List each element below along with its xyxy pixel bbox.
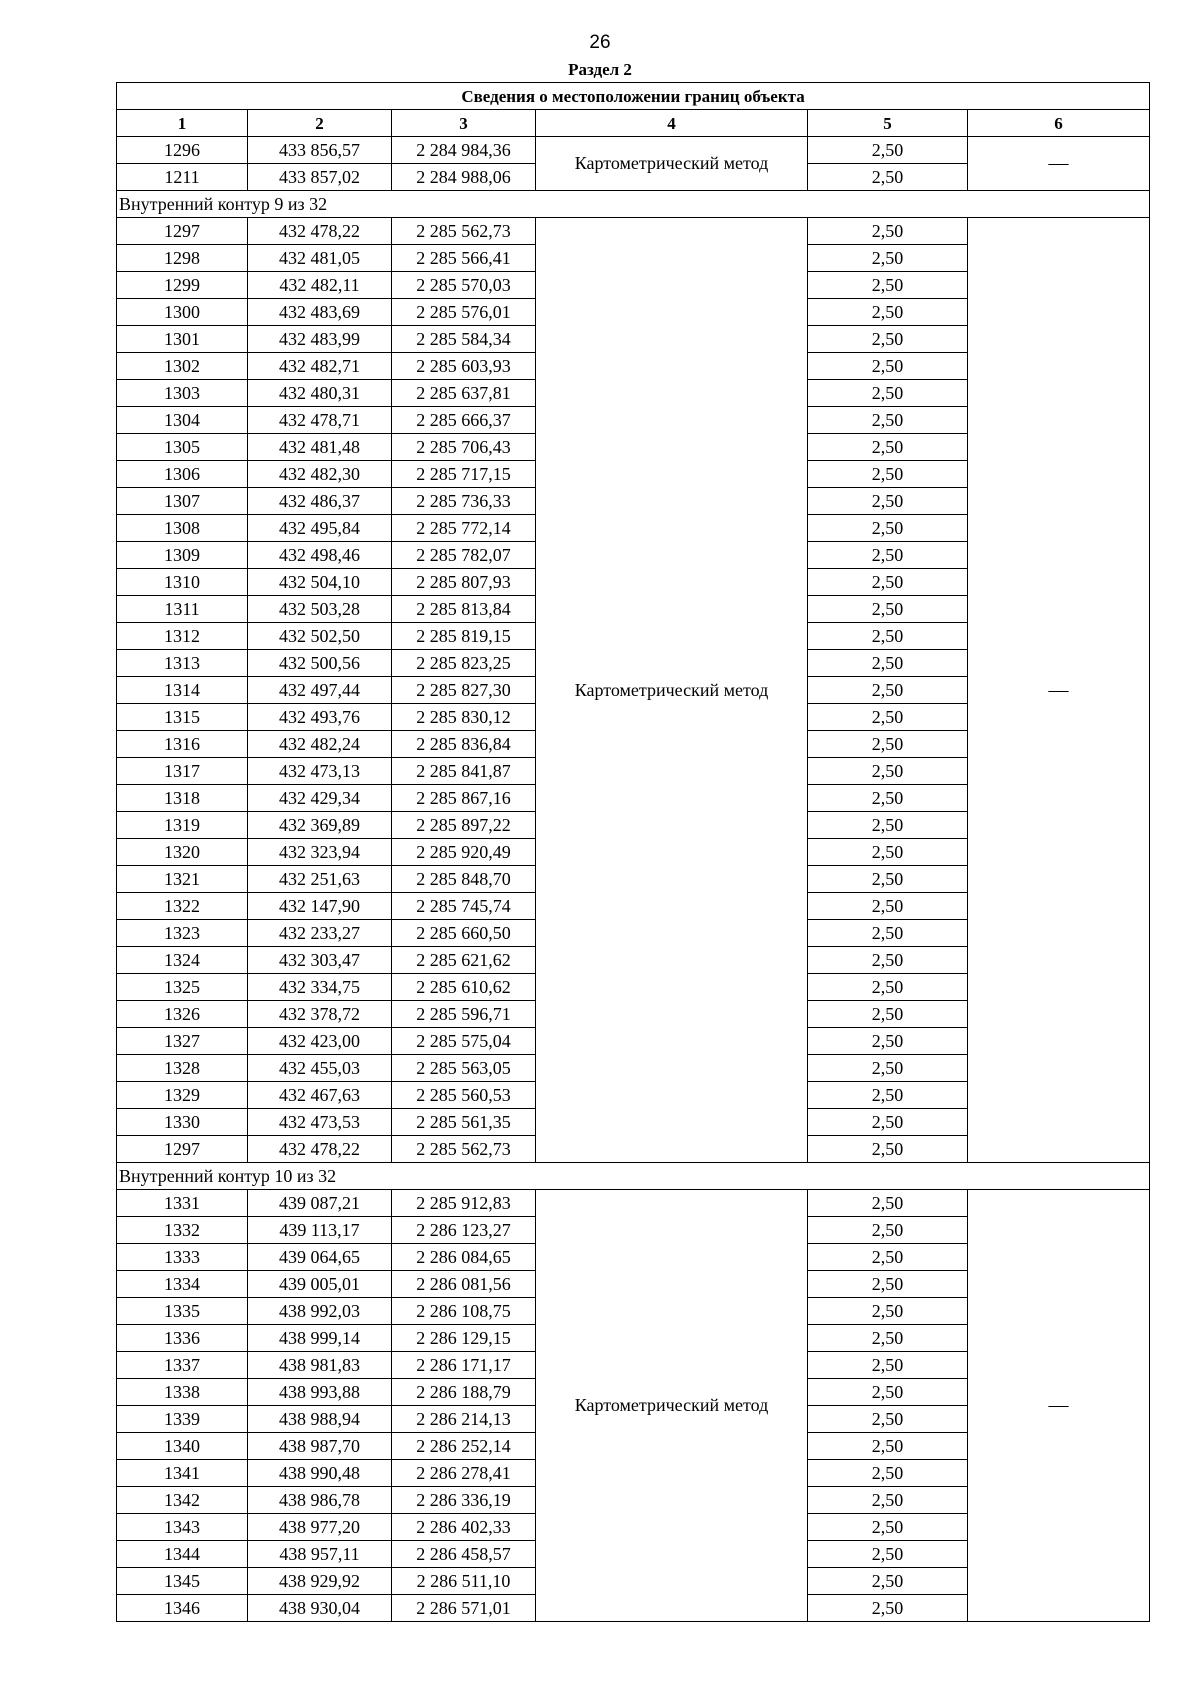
y-coordinate-cell: 2 285 666,37	[392, 407, 536, 434]
x-coordinate-cell: 439 113,17	[248, 1217, 392, 1244]
x-coordinate-cell: 432 429,34	[248, 785, 392, 812]
point-number-cell: 1306	[117, 461, 248, 488]
accuracy-cell: 2,50	[808, 137, 968, 164]
column-header-row	[117, 110, 1150, 137]
point-number-cell: 1302	[117, 353, 248, 380]
y-coordinate-cell: 2 285 782,07	[392, 542, 536, 569]
accuracy-cell: 2,50	[808, 272, 968, 299]
accuracy-cell: 2,50	[808, 1568, 968, 1595]
accuracy-cell: 2,50	[808, 1109, 968, 1136]
x-coordinate-cell: 432 502,50	[248, 623, 392, 650]
x-coordinate-cell: 432 503,28	[248, 596, 392, 623]
y-coordinate-cell: 2 285 717,15	[392, 461, 536, 488]
point-number-cell: 1319	[117, 812, 248, 839]
accuracy-cell: 2,50	[808, 542, 968, 569]
y-coordinate-cell: 2 285 706,43	[392, 434, 536, 461]
point-number-cell: 1321	[117, 866, 248, 893]
column-6-dash-cell: —	[968, 218, 1150, 1163]
y-coordinate-cell: 2 285 912,83	[392, 1190, 536, 1217]
x-coordinate-cell: 439 064,65	[248, 1244, 392, 1271]
y-coordinate-cell: 2 285 920,49	[392, 839, 536, 866]
point-number-cell: 1297	[117, 218, 248, 245]
method-cell: Картометрический метод	[536, 137, 808, 191]
y-coordinate-cell: 2 285 576,01	[392, 299, 536, 326]
table-body	[117, 137, 1150, 1622]
point-number-cell: 1323	[117, 920, 248, 947]
point-number-cell: 1310	[117, 569, 248, 596]
point-number-cell: 1344	[117, 1541, 248, 1568]
point-number-cell: 1326	[117, 1001, 248, 1028]
x-coordinate-cell: 432 478,22	[248, 218, 392, 245]
x-coordinate-cell: 432 481,48	[248, 434, 392, 461]
accuracy-cell: 2,50	[808, 380, 968, 407]
y-coordinate-cell: 2 285 566,41	[392, 245, 536, 272]
section-title: Раздел 2	[568, 60, 632, 79]
y-coordinate-cell: 2 286 081,56	[392, 1271, 536, 1298]
x-coordinate-cell: 432 423,00	[248, 1028, 392, 1055]
x-coordinate-cell: 432 378,72	[248, 1001, 392, 1028]
point-number-cell: 1316	[117, 731, 248, 758]
accuracy-cell: 2,50	[808, 1136, 968, 1163]
x-coordinate-cell: 432 483,99	[248, 326, 392, 353]
point-number-cell: 1329	[117, 1082, 248, 1109]
y-coordinate-cell: 2 285 562,73	[392, 1136, 536, 1163]
accuracy-cell: 2,50	[808, 1595, 968, 1622]
point-number-cell: 1332	[117, 1217, 248, 1244]
accuracy-cell: 2,50	[808, 974, 968, 1001]
x-coordinate-cell: 432 478,71	[248, 407, 392, 434]
x-coordinate-cell: 432 482,24	[248, 731, 392, 758]
column-6-dash-cell: —	[968, 1190, 1150, 1622]
y-coordinate-cell: 2 286 252,14	[392, 1433, 536, 1460]
y-coordinate-cell: 2 285 807,93	[392, 569, 536, 596]
x-coordinate-cell: 432 497,44	[248, 677, 392, 704]
accuracy-cell: 2,50	[808, 1298, 968, 1325]
point-number-cell: 1317	[117, 758, 248, 785]
x-coordinate-cell: 432 480,31	[248, 380, 392, 407]
accuracy-cell: 2,50	[808, 596, 968, 623]
y-coordinate-cell: 2 285 563,05	[392, 1055, 536, 1082]
accuracy-cell: 2,50	[808, 434, 968, 461]
column-6-dash-cell: —	[968, 137, 1150, 191]
y-coordinate-cell: 2 285 570,03	[392, 272, 536, 299]
x-coordinate-cell: 432 147,90	[248, 893, 392, 920]
accuracy-cell: 2,50	[808, 947, 968, 974]
contour-label: Внутренний контур 10 из 32	[117, 1163, 1150, 1190]
point-number-cell: 1330	[117, 1109, 248, 1136]
point-number-cell: 1333	[117, 1244, 248, 1271]
x-coordinate-cell: 438 987,70	[248, 1433, 392, 1460]
point-number-cell: 1341	[117, 1460, 248, 1487]
x-coordinate-cell: 432 482,71	[248, 353, 392, 380]
accuracy-cell: 2,50	[808, 1433, 968, 1460]
accuracy-cell: 2,50	[808, 1379, 968, 1406]
point-number-cell: 1305	[117, 434, 248, 461]
x-coordinate-cell: 438 929,92	[248, 1568, 392, 1595]
point-number-cell: 1211	[117, 164, 248, 191]
accuracy-cell: 2,50	[808, 623, 968, 650]
x-coordinate-cell: 432 334,75	[248, 974, 392, 1001]
accuracy-cell: 2,50	[808, 569, 968, 596]
y-coordinate-cell: 2 285 827,30	[392, 677, 536, 704]
x-coordinate-cell: 438 986,78	[248, 1487, 392, 1514]
point-number-cell: 1340	[117, 1433, 248, 1460]
x-coordinate-cell: 432 473,13	[248, 758, 392, 785]
accuracy-cell: 2,50	[808, 461, 968, 488]
point-number-cell: 1331	[117, 1190, 248, 1217]
point-number-cell: 1299	[117, 272, 248, 299]
x-coordinate-cell: 432 493,76	[248, 704, 392, 731]
x-coordinate-cell: 432 486,37	[248, 488, 392, 515]
point-number-cell: 1315	[117, 704, 248, 731]
y-coordinate-cell: 2 285 848,70	[392, 866, 536, 893]
x-coordinate-cell: 432 467,63	[248, 1082, 392, 1109]
y-coordinate-cell: 2 285 560,53	[392, 1082, 536, 1109]
point-number-cell: 1307	[117, 488, 248, 515]
x-coordinate-cell: 432 233,27	[248, 920, 392, 947]
accuracy-cell: 2,50	[808, 839, 968, 866]
table-row	[117, 137, 1150, 164]
accuracy-cell: 2,50	[808, 1352, 968, 1379]
point-number-cell: 1297	[117, 1136, 248, 1163]
x-coordinate-cell: 432 481,05	[248, 245, 392, 272]
y-coordinate-cell: 2 284 988,06	[392, 164, 536, 191]
accuracy-cell: 2,50	[808, 1271, 968, 1298]
accuracy-cell: 2,50	[808, 758, 968, 785]
x-coordinate-cell: 438 993,88	[248, 1379, 392, 1406]
accuracy-cell: 2,50	[808, 1406, 968, 1433]
page-number: 26	[589, 32, 611, 53]
y-coordinate-cell: 2 285 621,62	[392, 947, 536, 974]
point-number-cell: 1343	[117, 1514, 248, 1541]
x-coordinate-cell: 438 990,48	[248, 1460, 392, 1487]
point-number-cell: 1322	[117, 893, 248, 920]
boundary-table	[116, 82, 1150, 1622]
accuracy-cell: 2,50	[808, 488, 968, 515]
y-coordinate-cell: 2 285 575,04	[392, 1028, 536, 1055]
point-number-cell: 1325	[117, 974, 248, 1001]
y-coordinate-cell: 2 285 819,15	[392, 623, 536, 650]
point-number-cell: 1339	[117, 1406, 248, 1433]
contour-header-row	[117, 191, 1150, 218]
accuracy-cell: 2,50	[808, 1082, 968, 1109]
accuracy-cell: 2,50	[808, 218, 968, 245]
accuracy-cell: 2,50	[808, 1325, 968, 1352]
point-number-cell: 1301	[117, 326, 248, 353]
y-coordinate-cell: 2 285 813,84	[392, 596, 536, 623]
accuracy-cell: 2,50	[808, 1244, 968, 1271]
accuracy-cell: 2,50	[808, 866, 968, 893]
accuracy-cell: 2,50	[808, 1001, 968, 1028]
accuracy-cell: 2,50	[808, 164, 968, 191]
point-number-cell: 1314	[117, 677, 248, 704]
y-coordinate-cell: 2 285 897,22	[392, 812, 536, 839]
point-number-cell: 1334	[117, 1271, 248, 1298]
x-coordinate-cell: 432 303,47	[248, 947, 392, 974]
y-coordinate-cell: 2 286 108,75	[392, 1298, 536, 1325]
method-cell: Картометрический метод	[536, 1190, 808, 1622]
table-row	[117, 1190, 1150, 1217]
y-coordinate-cell: 2 285 823,25	[392, 650, 536, 677]
x-coordinate-cell: 432 498,46	[248, 542, 392, 569]
accuracy-cell: 2,50	[808, 1541, 968, 1568]
point-number-cell: 1337	[117, 1352, 248, 1379]
y-coordinate-cell: 2 286 458,57	[392, 1541, 536, 1568]
y-coordinate-cell: 2 285 772,14	[392, 515, 536, 542]
x-coordinate-cell: 432 323,94	[248, 839, 392, 866]
x-coordinate-cell: 438 992,03	[248, 1298, 392, 1325]
accuracy-cell: 2,50	[808, 785, 968, 812]
y-coordinate-cell: 2 285 660,50	[392, 920, 536, 947]
x-coordinate-cell: 432 251,63	[248, 866, 392, 893]
y-coordinate-cell: 2 286 336,19	[392, 1487, 536, 1514]
contour-header-row	[117, 1163, 1150, 1190]
point-number-cell: 1338	[117, 1379, 248, 1406]
x-coordinate-cell: 432 483,69	[248, 299, 392, 326]
point-number-cell: 1336	[117, 1325, 248, 1352]
contour-label: Внутренний контур 9 из 32	[117, 191, 1150, 218]
accuracy-cell: 2,50	[808, 731, 968, 758]
accuracy-cell: 2,50	[808, 299, 968, 326]
point-number-cell: 1308	[117, 515, 248, 542]
y-coordinate-cell: 2 286 214,13	[392, 1406, 536, 1433]
x-coordinate-cell: 438 957,11	[248, 1541, 392, 1568]
accuracy-cell: 2,50	[808, 650, 968, 677]
x-coordinate-cell: 432 478,22	[248, 1136, 392, 1163]
column-header: 2	[248, 110, 392, 137]
x-coordinate-cell: 432 500,56	[248, 650, 392, 677]
y-coordinate-cell: 2 285 841,87	[392, 758, 536, 785]
x-coordinate-cell: 432 473,53	[248, 1109, 392, 1136]
y-coordinate-cell: 2 285 867,16	[392, 785, 536, 812]
point-number-cell: 1311	[117, 596, 248, 623]
y-coordinate-cell: 2 285 836,84	[392, 731, 536, 758]
accuracy-cell: 2,50	[808, 893, 968, 920]
point-number-cell: 1304	[117, 407, 248, 434]
table-row	[117, 218, 1150, 245]
y-coordinate-cell: 2 285 610,62	[392, 974, 536, 1001]
point-number-cell: 1296	[117, 137, 248, 164]
y-coordinate-cell: 2 285 596,71	[392, 1001, 536, 1028]
y-coordinate-cell: 2 286 278,41	[392, 1460, 536, 1487]
y-coordinate-cell: 2 285 637,81	[392, 380, 536, 407]
y-coordinate-cell: 2 286 129,15	[392, 1325, 536, 1352]
x-coordinate-cell: 439 005,01	[248, 1271, 392, 1298]
point-number-cell: 1345	[117, 1568, 248, 1595]
y-coordinate-cell: 2 285 745,74	[392, 893, 536, 920]
accuracy-cell: 2,50	[808, 677, 968, 704]
x-coordinate-cell: 432 495,84	[248, 515, 392, 542]
x-coordinate-cell: 432 504,10	[248, 569, 392, 596]
x-coordinate-cell: 433 856,57	[248, 137, 392, 164]
point-number-cell: 1320	[117, 839, 248, 866]
point-number-cell: 1327	[117, 1028, 248, 1055]
point-number-cell: 1298	[117, 245, 248, 272]
accuracy-cell: 2,50	[808, 1190, 968, 1217]
x-coordinate-cell: 432 455,03	[248, 1055, 392, 1082]
y-coordinate-cell: 2 285 736,33	[392, 488, 536, 515]
x-coordinate-cell: 439 087,21	[248, 1190, 392, 1217]
y-coordinate-cell: 2 285 603,93	[392, 353, 536, 380]
x-coordinate-cell: 432 369,89	[248, 812, 392, 839]
accuracy-cell: 2,50	[808, 1217, 968, 1244]
y-coordinate-cell: 2 285 830,12	[392, 704, 536, 731]
y-coordinate-cell: 2 286 171,17	[392, 1352, 536, 1379]
column-header: 6	[968, 110, 1150, 137]
accuracy-cell: 2,50	[808, 326, 968, 353]
y-coordinate-cell: 2 284 984,36	[392, 137, 536, 164]
point-number-cell: 1335	[117, 1298, 248, 1325]
x-coordinate-cell: 438 988,94	[248, 1406, 392, 1433]
y-coordinate-cell: 2 286 511,10	[392, 1568, 536, 1595]
point-number-cell: 1342	[117, 1487, 248, 1514]
column-header: 5	[808, 110, 968, 137]
accuracy-cell: 2,50	[808, 1055, 968, 1082]
y-coordinate-cell: 2 286 571,01	[392, 1595, 536, 1622]
accuracy-cell: 2,50	[808, 407, 968, 434]
y-coordinate-cell: 2 286 123,27	[392, 1217, 536, 1244]
y-coordinate-cell: 2 286 188,79	[392, 1379, 536, 1406]
column-header: 1	[117, 110, 248, 137]
point-number-cell: 1328	[117, 1055, 248, 1082]
accuracy-cell: 2,50	[808, 1028, 968, 1055]
accuracy-cell: 2,50	[808, 1460, 968, 1487]
column-header: 3	[392, 110, 536, 137]
y-coordinate-cell: 2 285 584,34	[392, 326, 536, 353]
accuracy-cell: 2,50	[808, 515, 968, 542]
accuracy-cell: 2,50	[808, 704, 968, 731]
point-number-cell: 1312	[117, 623, 248, 650]
point-number-cell: 1313	[117, 650, 248, 677]
point-number-cell: 1300	[117, 299, 248, 326]
x-coordinate-cell: 438 999,14	[248, 1325, 392, 1352]
accuracy-cell: 2,50	[808, 245, 968, 272]
accuracy-cell: 2,50	[808, 1487, 968, 1514]
y-coordinate-cell: 2 285 561,35	[392, 1109, 536, 1136]
y-coordinate-cell: 2 285 562,73	[392, 218, 536, 245]
x-coordinate-cell: 433 857,02	[248, 164, 392, 191]
x-coordinate-cell: 438 930,04	[248, 1595, 392, 1622]
x-coordinate-cell: 432 482,30	[248, 461, 392, 488]
point-number-cell: 1346	[117, 1595, 248, 1622]
x-coordinate-cell: 432 482,11	[248, 272, 392, 299]
accuracy-cell: 2,50	[808, 353, 968, 380]
accuracy-cell: 2,50	[808, 812, 968, 839]
x-coordinate-cell: 438 981,83	[248, 1352, 392, 1379]
accuracy-cell: 2,50	[808, 1514, 968, 1541]
y-coordinate-cell: 2 286 402,33	[392, 1514, 536, 1541]
point-number-cell: 1318	[117, 785, 248, 812]
point-number-cell: 1309	[117, 542, 248, 569]
table-title-row	[117, 83, 1150, 110]
accuracy-cell: 2,50	[808, 920, 968, 947]
method-cell: Картометрический метод	[536, 218, 808, 1163]
point-number-cell: 1324	[117, 947, 248, 974]
table-title: Сведения о местоположении границ объекта	[117, 83, 1150, 110]
point-number-cell: 1303	[117, 380, 248, 407]
x-coordinate-cell: 438 977,20	[248, 1514, 392, 1541]
y-coordinate-cell: 2 286 084,65	[392, 1244, 536, 1271]
column-header: 4	[536, 110, 808, 137]
